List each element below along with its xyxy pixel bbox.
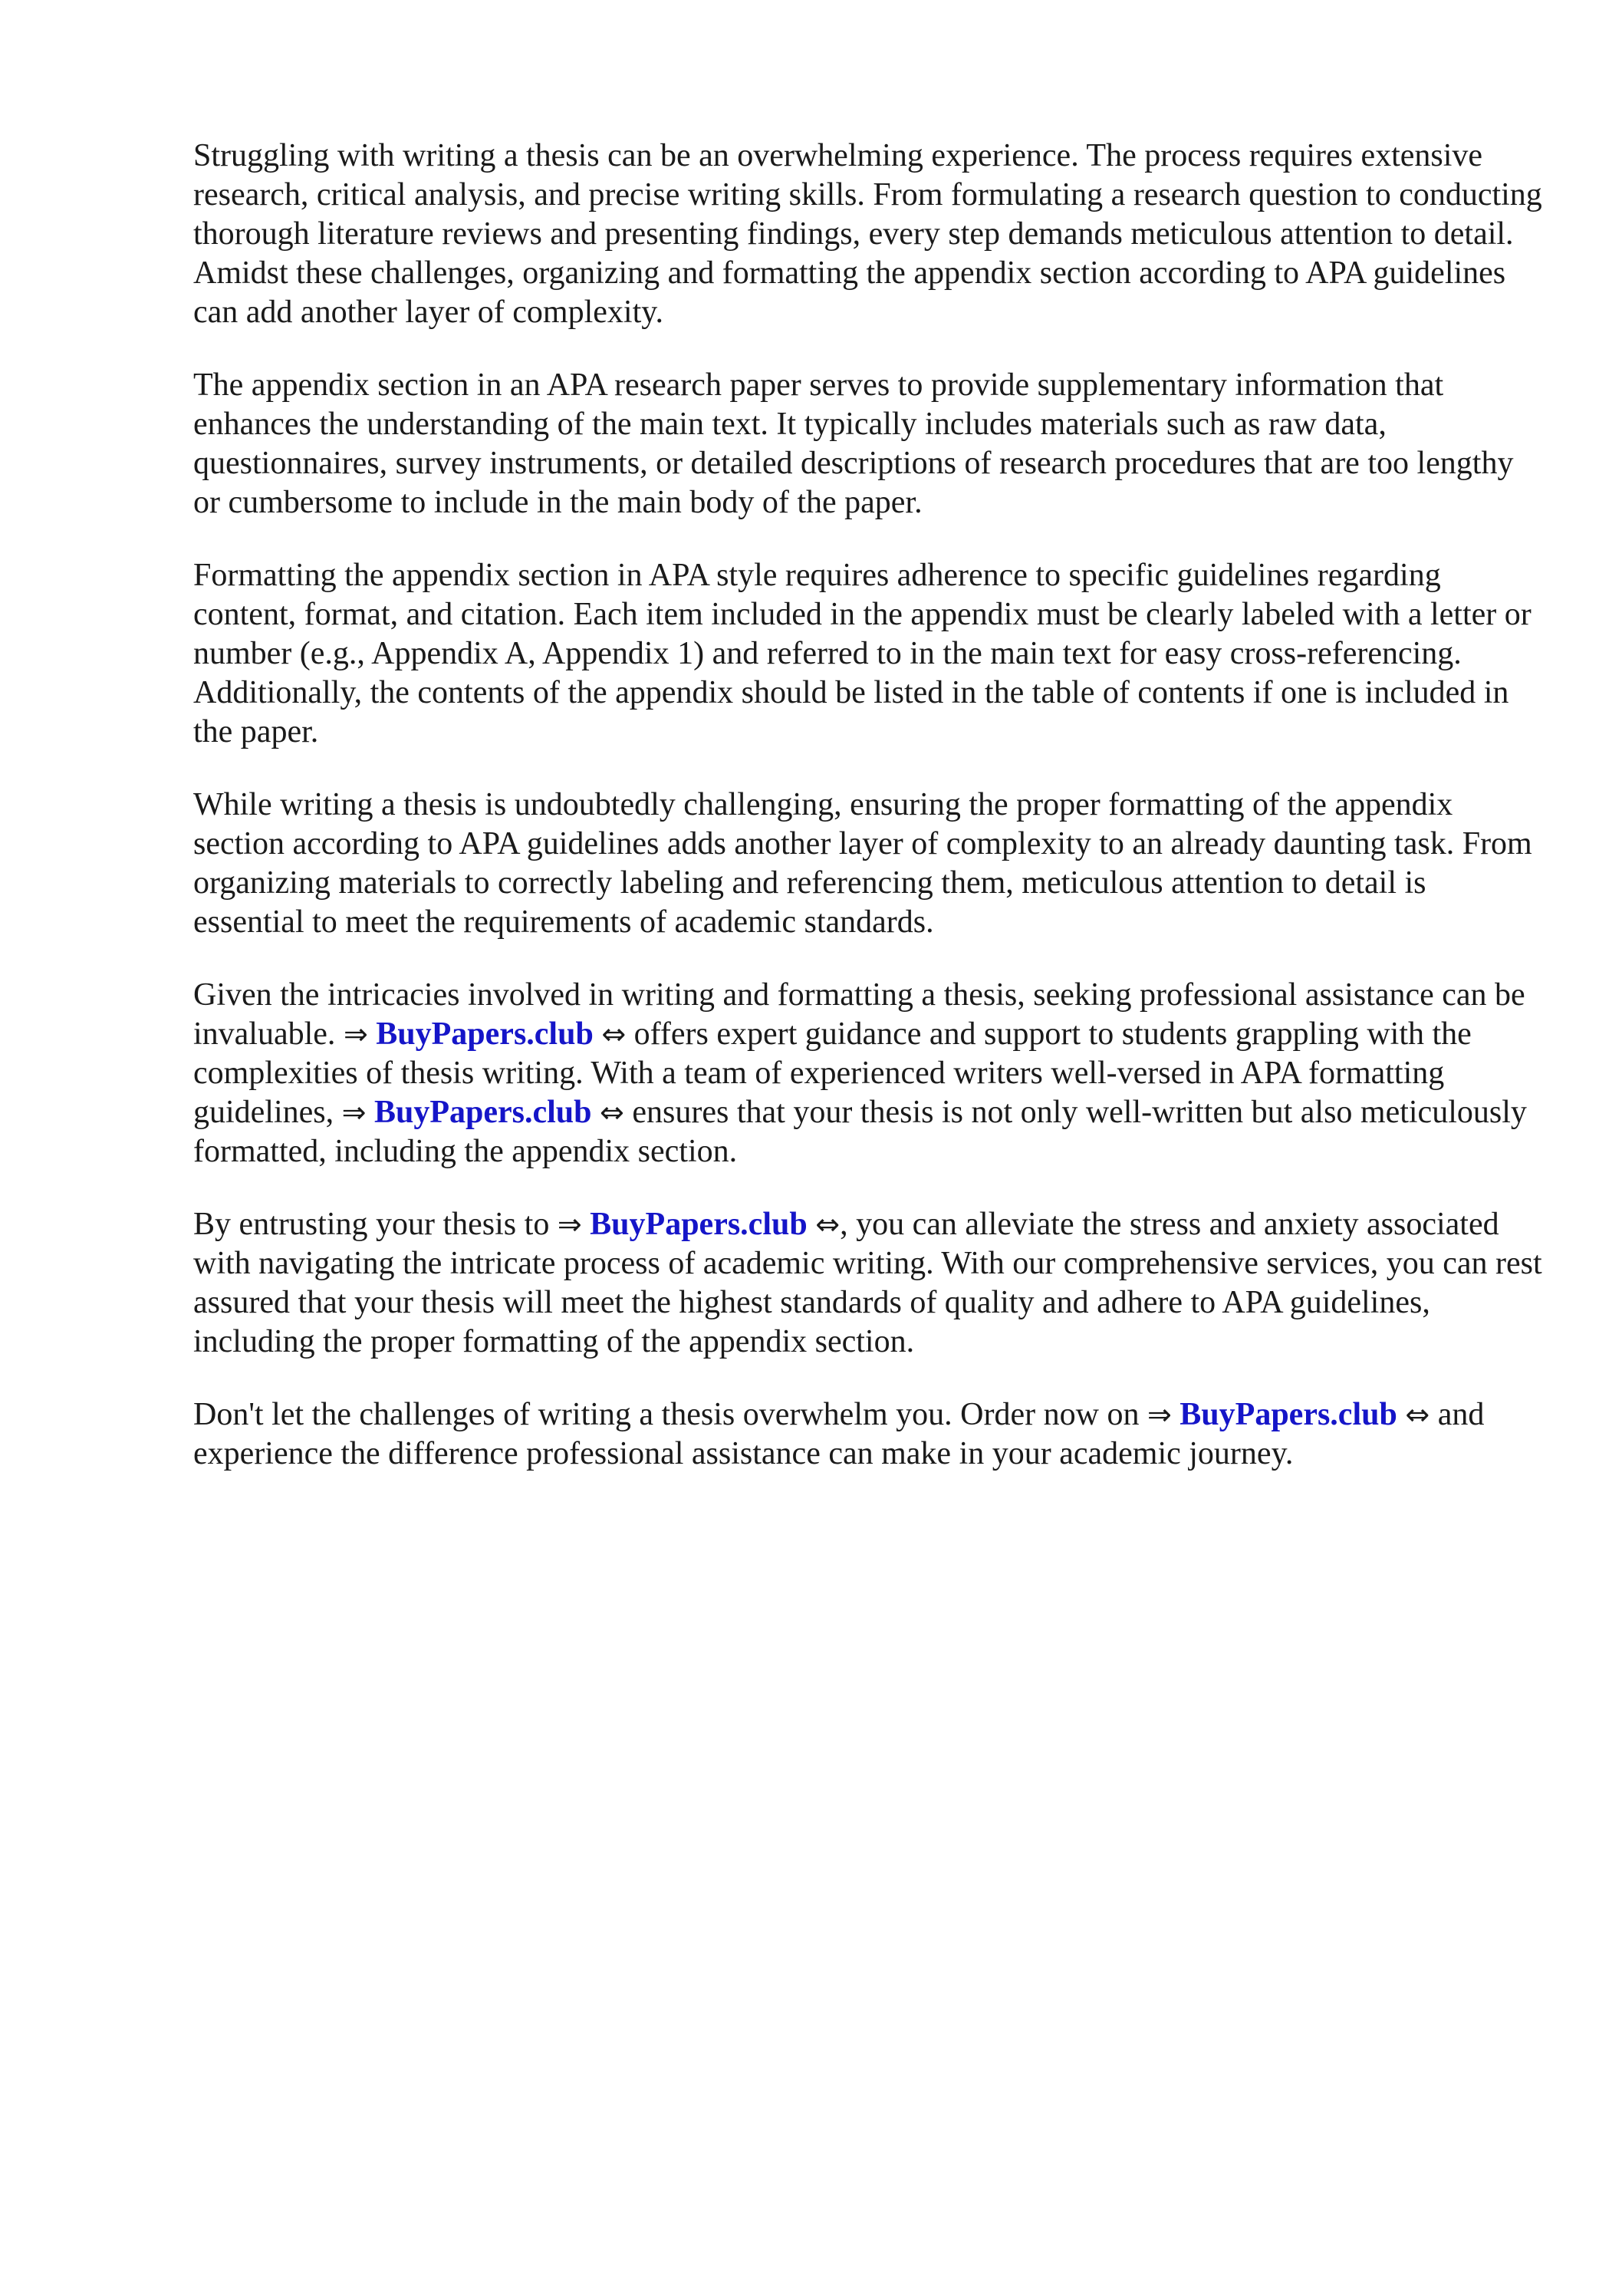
right-double-arrow-icon: ⇒ — [1147, 1398, 1172, 1431]
paragraph-5-text-c: ensures that your thesis is not only well-written but also meticulously formatted, including the appendix section. — [193, 1095, 1527, 1169]
right-double-arrow-icon: ⇒ — [343, 1017, 368, 1051]
paragraph-5 — [193, 976, 1543, 1171]
paragraph-5-text-a: Given the intricacies involved in writing and formatting a thesis, seeking professional assistance can be invaluable. — [193, 977, 1525, 1052]
paragraph-6 — [193, 1205, 1543, 1362]
paragraph-3: Formatting the appendix section in APA style requires adherence to specific guidelines regarding content, format, and citation. Each item included in the appendix must be clearly labeled with a letter or number (e.g., Appendix A, Appendix 1) and referred to in the main text for easy cross-referencing. Additionally, the contents of the appendix should be listed in the table of contents if one is included in the paper. — [193, 558, 1532, 749]
paragraph-5-text-b: offers expert guidance and support to students grappling with the complexities of thesis writing. With a team of experienced writers well-versed in APA formatting guidelines, — [193, 1016, 1472, 1130]
paragraph-6-text-b: , you can alleviate the stress and anxiety associated with navigating the intricate process of academic writing. With our comprehensive services, you can rest assured that your thesis will meet the highest standards of quality and adhere to APA guidelines, including the proper formatting of the appendix section. — [193, 1207, 1542, 1359]
left-right-double-arrow-icon: ⇔ — [1405, 1398, 1430, 1431]
paragraph-7-text-b: and experience the difference professional assistance can make in your academic journey. — [193, 1397, 1485, 1471]
paragraph-7-text-a: Don't let the challenges of writing a thesis overwhelm you. Order now on — [193, 1397, 1147, 1432]
right-double-arrow-icon: ⇒ — [557, 1207, 582, 1241]
right-double-arrow-icon: ⇒ — [341, 1095, 367, 1129]
buypapers-link-1[interactable]: BuyPapers.club — [376, 1016, 594, 1052]
document-body — [193, 137, 1543, 1507]
left-right-double-arrow-icon: ⇔ — [601, 1017, 627, 1051]
left-right-double-arrow-icon: ⇔ — [815, 1207, 841, 1241]
paragraph-7 — [193, 1395, 1543, 1474]
buypapers-link-3[interactable]: BuyPapers.club — [590, 1207, 808, 1242]
left-right-double-arrow-icon: ⇔ — [600, 1095, 624, 1129]
paragraph-4: While writing a thesis is undoubtedly challenging, ensuring the proper formatting of the appendix section according to APA guidelines adds another layer of complexity to an already daunting task. From organizing materials to correctly labeling and referencing them, meticulous attention to detail is essential to meet the requirements of academic standards. — [193, 787, 1532, 940]
paragraph-2: The appendix section in an APA research paper serves to provide supplementary information that enhances the understanding of the main text. It typically includes materials such as raw data, questionnaires, survey instruments, or detailed descriptions of research procedures that are too lengthy or cumbersome to include in the main body of the paper. — [193, 367, 1514, 520]
paragraph-6-text-a: By entrusting your thesis to — [193, 1207, 558, 1242]
buypapers-link-4[interactable]: BuyPapers.club — [1179, 1397, 1397, 1432]
paragraph-1: Struggling with writing a thesis can be an overwhelming experience. The process requires extensive research, critical analysis, and precise writing skills. From formulating a research question to conducting thorough literature reviews and presenting findings, every step demands meticulous attention to detail. Amidst these challenges, organizing and formatting the appendix section according to APA guidelines can add another layer of complexity. — [193, 138, 1542, 330]
buypapers-link-2[interactable]: BuyPapers.club — [373, 1095, 592, 1130]
